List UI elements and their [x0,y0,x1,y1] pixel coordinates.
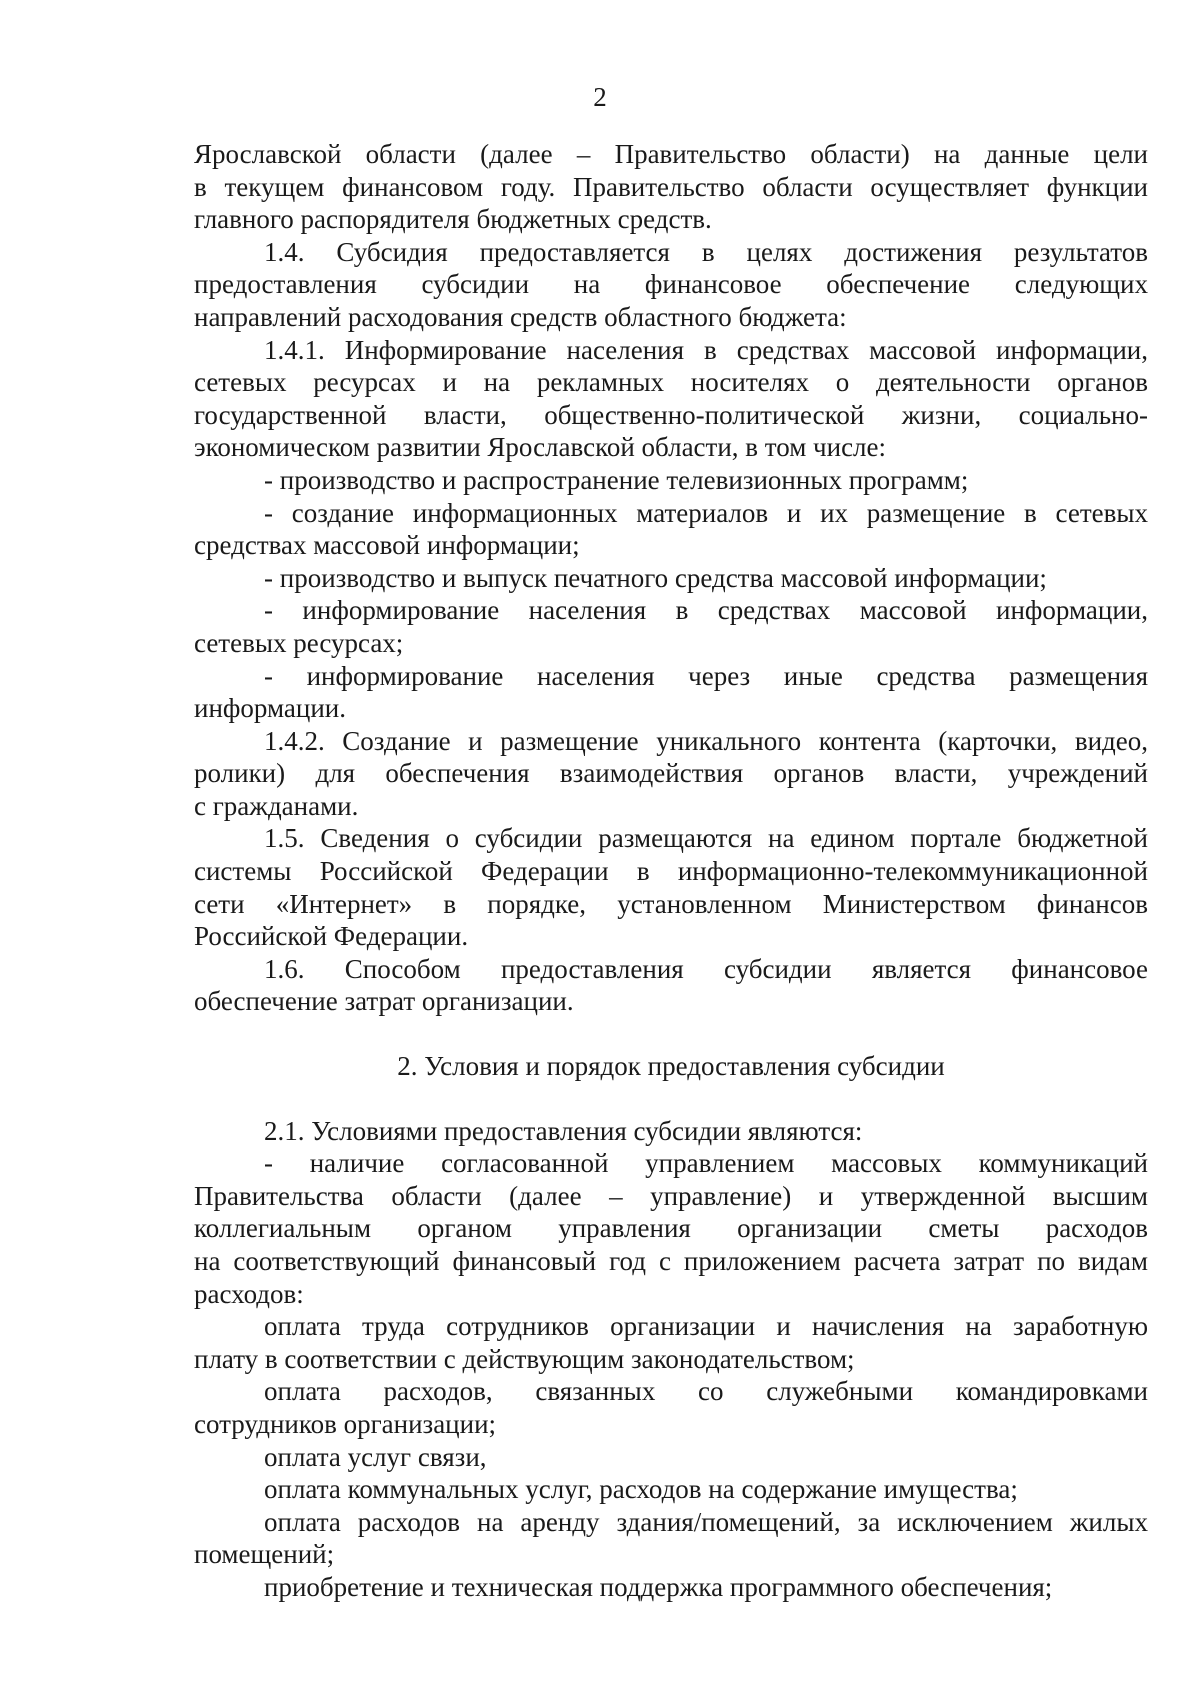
text-line: направлений расходования средств областного бюджета: [194,301,847,332]
text-line: предоставления субсидии на финансовое обеспечение следующих [194,269,1148,300]
paragraph-1-6-line: 1.6. Способом предоставления субсидии является финансовое [264,953,1148,984]
text-line: плату в соответствии с действующим законодательством; [194,1343,855,1374]
text-line: главного распорядителя бюджетных средств. [194,204,712,235]
paragraph-1-4-line: 1.4. Субсидия предоставляется в целях достижения результатов [264,236,1148,267]
text-line: Ярославской области (далее – Правительство области) на данные цели [194,139,1148,169]
text-line: расходов: [194,1278,304,1309]
text-line: ролики) для обеспечения взаимодействия органов власти, учреждений [194,758,1148,789]
text-line: коллегиальным органом управления организации сметы расходов [194,1213,1148,1244]
text-line: сети «Интернет» в порядке, установленном Министерством финансов [194,888,1148,919]
expense-item: оплата расходов, связанных со служебными командировками [264,1376,1148,1407]
text-line: сетевых ресурсах и на рекламных носителях о деятельности органов [194,367,1148,398]
text-line: помещений; [194,1539,335,1570]
document-body [194,138,1148,1604]
text-line: системы Российской Федерации в информационно-телекоммуникационной [194,856,1148,887]
text-line: сетевых ресурсах; [194,627,404,658]
expense-item: приобретение и техническая поддержка программного обеспечения; [264,1571,1053,1602]
paragraph-1-4-2-line: 1.4.2. Создание и размещение уникального контента (карточки, видео, [264,725,1148,756]
expense-item: оплата расходов на аренду здания/помещений, за исключением жилых [264,1506,1148,1537]
section-heading: 2. Условия и порядок предоставления субсидии [397,1051,945,1082]
text-line: Правительства области (далее – управление) и утвержденной высшим [194,1180,1148,1211]
list-item: - создание информационных материалов и их размещение в сетевых [264,497,1148,528]
expense-item: оплата услуг связи, [264,1441,487,1472]
paragraph-1-4-1-line: 1.4.1. Информирование населения в средствах массовой информации, [264,334,1148,365]
section-spacer [194,1083,1148,1115]
expense-item: оплата труда сотрудников организации и начисления на заработную [264,1311,1148,1342]
text-line: экономическом развитии Ярославской области, в том числе: [194,432,887,463]
expense-item: оплата коммунальных услуг, расходов на содержание имущества; [264,1474,1018,1505]
text-line: сотрудников организации; [194,1408,497,1439]
page-number: 2 [593,82,607,112]
section-spacer [194,1018,1148,1050]
list-item: - производство и распространение телевизионных программ; [264,464,969,495]
list-item: - информирование населения через иные средства размещения [264,660,1148,691]
list-item: - производство и выпуск печатного средства массовой информации; [264,562,1047,593]
text-line: на соответствующий финансовый год с приложением расчета затрат по видам [194,1246,1148,1276]
text-line: государственной власти, общественно-политической жизни, социально- [194,399,1148,430]
paragraph-2-1-line: 2.1. Условиями предоставления субсидии являются: [264,1115,863,1146]
text-line: информации. [194,693,346,724]
text-line: с гражданами. [194,790,359,821]
paragraph-1-5-line: 1.5. Сведения о субсидии размещаются на едином портале бюджетной [264,823,1148,854]
list-item: - наличие согласованной управлением массовых коммуникаций [264,1148,1148,1179]
list-item: - информирование населения в средствах массовой информации, [264,595,1148,626]
text-line: обеспечение затрат организации. [194,986,574,1017]
text-line: Российской Федерации. [194,921,469,952]
text-line: средствах массовой информации; [194,530,580,561]
text-line: в текущем финансовом году. Правительство области осуществляет функции [194,171,1148,202]
